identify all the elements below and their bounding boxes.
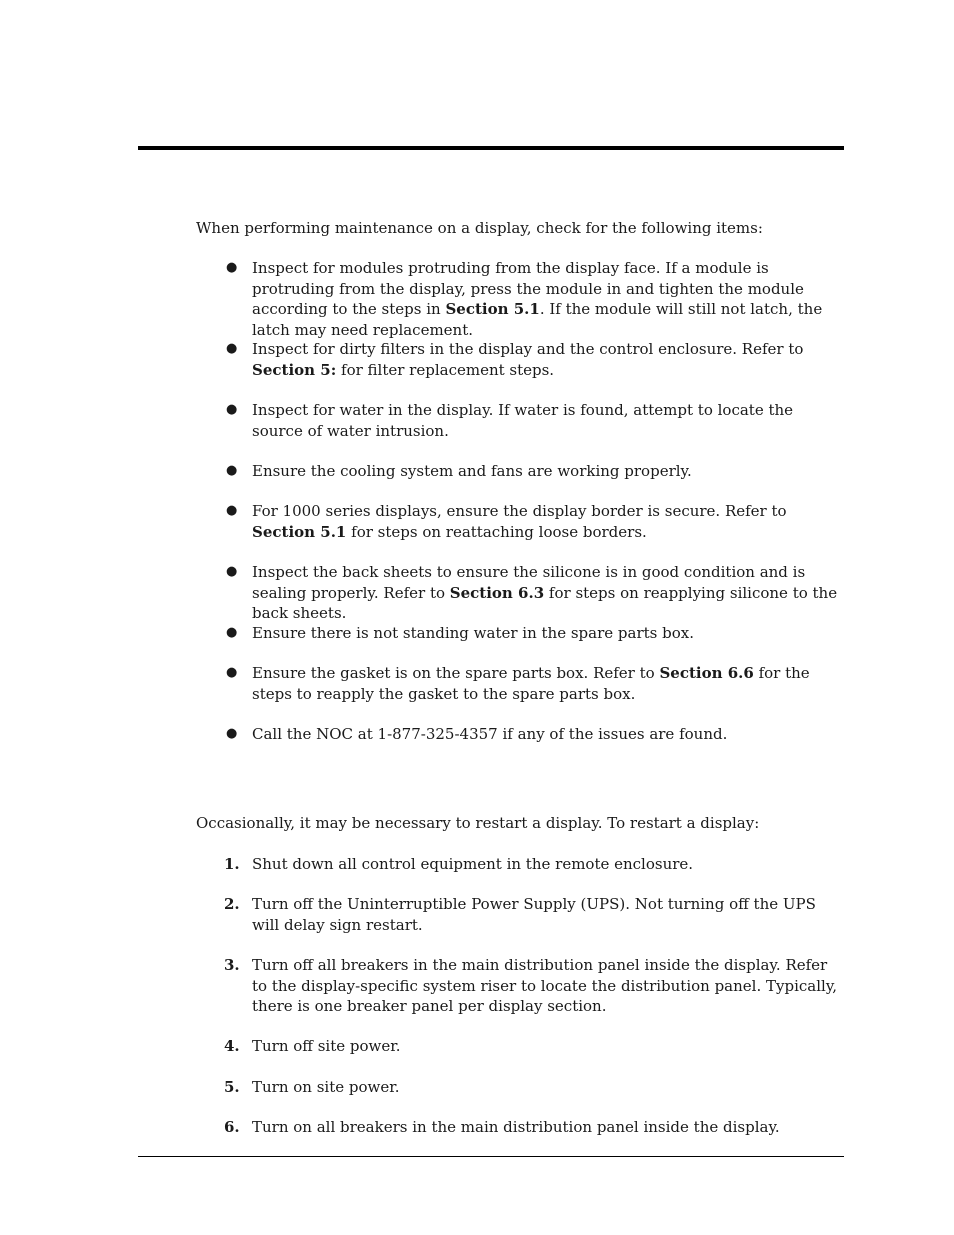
- step-number: 4.: [224, 1037, 240, 1055]
- checklist-item: ● Inspect for dirty filters in the display and the control enclosure. Refer to Section 5: for filter replacement steps.: [226, 340, 804, 379]
- section-reference: Section 6.3: [449, 583, 545, 602]
- checklist-item: ● Ensure there is not standing water in the spare parts box.: [226, 624, 694, 642]
- restart-intro-paragraph: Occasionally, it may be necessary to restart a display. To restart a display:: [196, 814, 760, 832]
- bullet-icon: ●: [226, 726, 238, 741]
- bullet-icon: ●: [226, 503, 238, 518]
- step-text: Turn on all breakers in the main distribution panel inside the display.: [252, 1118, 780, 1136]
- restart-step: [224, 1077, 846, 1098]
- bullet-icon: ●: [226, 402, 238, 417]
- restart-step: [224, 1036, 846, 1057]
- bullet-icon: ●: [226, 463, 238, 478]
- checklist-item: ● Inspect the back sheets to ensure the silicone is in good condition and is sealing properly. Refer to Section 6.3 for steps on reapplying silicone to the back sheets.: [226, 563, 838, 622]
- step-number: 6.: [224, 1118, 240, 1136]
- bullet-icon: ●: [226, 625, 238, 640]
- restart-step: [224, 955, 846, 1017]
- bullet-icon: ●: [226, 260, 238, 275]
- bullet-icon: ●: [226, 665, 238, 680]
- section-reference: Section 5.1: [252, 522, 347, 541]
- step-text: Shut down all control equipment in the remote enclosure.: [252, 855, 694, 873]
- header-rule: [138, 146, 844, 150]
- checklist-item: ● Ensure the gasket is on the spare parts box. Refer to Section 6.6 for the steps to reapply the gasket to the spare parts box.: [226, 664, 810, 703]
- footer-rule: [138, 1156, 844, 1157]
- step-text: Turn off the Uninterruptible Power Supply (UPS). Not turning off the UPS will delay sign restart.: [252, 895, 816, 934]
- checklist-item: ● Inspect for modules protruding from the display face. If a module is protruding from the display, press the module in and tighten the module according to the steps in Section 5.1. If the module will still not latch, the latch may need replacement.: [226, 259, 823, 339]
- checklist-item: ● Inspect for water in the display. If water is found, attempt to locate the source of water intrusion.: [226, 401, 794, 440]
- bullet-icon: ●: [226, 341, 238, 356]
- section-reference: Section 6.6: [659, 664, 754, 682]
- step-text: Turn off all breakers in the main distribution panel inside the display. Refer to the display-specific system riser to locate the distribution panel. Typically, there is one breaker panel per display section.: [252, 956, 838, 1015]
- step-text: Turn off site power.: [252, 1037, 401, 1055]
- checklist-item: ● For 1000 series displays, ensure the display border is secure. Refer to Section 5.1 for steps on reattaching loose borders.: [226, 502, 787, 541]
- intro-paragraph: When performing maintenance on a display, check for the following items:: [196, 219, 763, 237]
- checklist-item: ● Call the NOC at 1-877-325-4357 if any of the issues are found.: [226, 725, 728, 743]
- checklist-item: ● Ensure the cooling system and fans are working properly.: [226, 462, 692, 480]
- restart-step: [224, 894, 846, 935]
- step-number: 2.: [224, 895, 240, 913]
- step-number: 3.: [224, 956, 240, 974]
- bullet-icon: ●: [226, 564, 238, 579]
- section-reference: Section 5:: [252, 360, 337, 379]
- restart-step: [224, 854, 846, 875]
- restart-step: [224, 1117, 846, 1138]
- section-reference: Section 5.1: [445, 300, 540, 318]
- step-number: 1.: [224, 855, 240, 873]
- step-text: Turn on site power.: [252, 1078, 400, 1096]
- step-number: 5.: [224, 1078, 240, 1096]
